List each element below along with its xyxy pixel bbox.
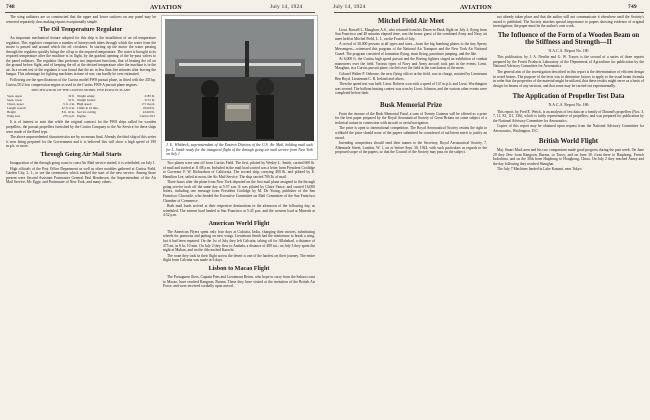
radiator-paragraph: The wing radiators are so constructed that the upper and lower surfaces on any panel may be removed separately, thus making repairs exceptionally simple. <box>6 15 156 24</box>
spec-table <box>6 95 156 118</box>
propeller-data-paragraph: This report, by Fred E. Weick, is an analysis of test data on a family of Durand's propellers (Nos. 3, 7, 11, 82, 111, 136), which is fairly representative of propellers, and was prepared for publication by the National Advisory Committee for Aeronautics. <box>493 109 644 123</box>
spec-table-heading: SPECIFICATION OF THE CURTISS MODEL PW8 PURSUIT PLANE <box>31 88 131 93</box>
british-flight-paragraph: Maj. Stuart MacLaren and his two companions made good progress during the past week. On June 29 they flew from Rangoon, Burma, to Tavoy, and on June 30, from there to Haiphong, French Indochina, and on the 30th from Haiphong to Hongkong, China. On July 2 they reached Amoy and the day following they reached Shanghai. <box>493 148 644 166</box>
right-header-rule <box>334 12 644 13</box>
left-page-date: July 14, 1924 <box>270 4 303 10</box>
air-mail-paragraph: Inauguration of the through going coast to coast Air Mail service started, it is scheduled, on July 1. <box>10 160 156 165</box>
mail-flight-paragraph: Two planes were sent off from Curtiss Field. The first, piloted by Wesley L. Smith, carried 600 lb. of mail and started at 11:08 a.m. Included in the mail load carried was a letter from President Coolidge to Governor F. W. Richardson of California. The second ship, carrying 400 lb. and piloted by E. Hamilton Lee, sailed at noon, the Air Mail Service. The ship carried 700 lb. of mail. <box>163 161 315 179</box>
air-mail-photo <box>165 19 314 141</box>
right-column-2 <box>493 15 644 417</box>
characteristics-paragraph: The above unprecedented characteristics are by no means final. Already the third ship of this series is now being prepared for the Government and it is believed this will show a high speed of 190 m.p.h. or more. <box>6 135 156 149</box>
table-row: Length overall 22 ft. 6 in. Climb in 10 min. 18,000 ft. <box>7 105 155 110</box>
propeller-note-paragraph: It is of interest to note that while the original contract for the PW8 ships called for wooden propellers, the pursuit propellers furnished by the Curtiss Company to the Air Service for these ships were made of the Reed type. <box>6 120 156 134</box>
lisbon-macao-paragraph: The Portuguese fliers, Captain Paes and Lieutenant Beires, who hope to carry from the Sahara coast to Macao, have reached Rangoon, Burma. These they have visited at the invitation of the British Air Force, and were received cordially upon arrival. <box>163 274 315 289</box>
wooden-beam-paragraph: This publication, by J. A. Newlin and G. W. Trayer, is the second of a series of three reports prepared by the Forest Products Laboratory of the Department of Agriculture for publication by the National Advisory Committee for Aeronautics. <box>493 55 644 69</box>
specifications-paragraph: Following are the specifications of the Curtiss model PW8 pursuit plane, as fitted with the 435 hp. Curtiss D12 low compression engine as used in the Curtiss PW8-A pursuit plane engines. <box>6 78 156 87</box>
mitchel-field-paragraph: Lieut. Russell L. Maughan, A.S., who returned from his Dawn-to-Dusk flight on July 2, flying from San Francisco and 48 minutes elapsed time, was the honor guest of the combined Army and Navy air meet held at Mitchel Field, L. I., on the Fourth of July. <box>335 27 487 41</box>
busk-prize-heading: Busk Memorial Prize <box>380 102 442 109</box>
air-mail-paragraph: High officials of the Post Office Department as well as other notables gathered at Curtiss Field, Garden City, L. I., to see the ceremonies which marked the start of the new service. Among those present were Second Assistant Postmaster General Paul Henderson, the Superintendent of the Air Mail Service, Mr. Egge, and Postmaster of New York, and many others. <box>6 166 156 185</box>
table-row: Chord, upper 5 ft. 2 in. High speed 171 m.p.h. <box>7 101 155 106</box>
right-page-number: 749 <box>628 4 637 10</box>
mitchel-field-paragraph: A crowd of 30,000 persons at all types and sizes—from the big bombing planes to the tiny Sperry Messengers—witnessed this program of the National Air Transport and the New York Air National Guard. The program consisted of formation flying, stunt flying, parachute jumping, and the like. <box>335 42 487 56</box>
british-world-flight-heading: British World Flight <box>538 138 599 146</box>
propeller-data-paragraph: Copies of this report may be obtained upon request from the National Advisory Committee for Aeronautics, Washington, D.C. <box>493 124 644 133</box>
mitchel-field-paragraph: Colonel Walter P. Ozborne, the new flying officer at the field, was in charge, assisted by Lieutenant Ben Boyd, Lieutenant C. R. Ireland and others. <box>335 72 487 81</box>
british-flight-paragraph: The July 7 Machines landed in Lake Kasumi, near Tokyo. <box>497 167 583 172</box>
american-world-flight-heading: American World Flight <box>208 220 270 227</box>
mail-flight-paragraph: Both mail loads arrived at their respective destinations in the afternoon of the following day, as scheduled. The eastern load landed at San Francisco at 5:45 p.m. and the western load at Mineola at 4:52 p.m. <box>163 204 315 218</box>
left-page-title: AVIATION <box>150 4 182 11</box>
wooden-beam-heading: The Influence of the Form of a Wooden Beam on the Stiffness and Strength—II <box>497 31 640 47</box>
busk-prize-paragraph: The prize is open to international competition. The Royal Aeronautical Society retains the right to withhold the prize should none of the papers submitted be considered of sufficient merit to justify an award. <box>335 126 487 140</box>
table-row: Wing area 279 sq.ft. Engine Curtiss D12 <box>7 113 155 118</box>
busk-continued-paragraph: not already taken place and that the author will not communicate it elsewhere until the Society's award is published. The Society attaches special importance to papers showing evidence of original investigation; the paper must be the author's own work. <box>493 15 644 29</box>
table-row: Height 8 ft. 10 in. Service ceiling 22,000 ft. <box>7 109 155 114</box>
lisbon-macao-heading: Lisbon to Macao Flight <box>208 265 270 272</box>
mitchel-field-heading: Mitchel Field Air Meet <box>377 18 445 25</box>
left-column-1 <box>6 15 156 417</box>
left-page-number: 748 <box>6 4 15 10</box>
table-row: Span, lower 32 ft. Weight loaded 3151 lb. <box>7 97 155 102</box>
american-flight-paragraph: The American Flyers spent only four days at Calcutta, India, changing their motors, substituting wheels for pontoons and putting on new wings. Lieutenant Smith had the misfortune to break a wing, but it had been repaired. On the 1st of July they left Calcutta, taking off for Allahabad, a distance of 475 mi. in 6 hr. 10 min. On July 2 they flew to Ambala, a distance of 480 mi.; on July 3 they spent the night at Multan, and on the 4th reached Karachi. <box>163 229 315 253</box>
wooden-beam-report-number: N.A.C.A. Report No. 180 <box>548 48 589 53</box>
right-column-1 <box>335 15 487 417</box>
wooden-beam-paragraph: The general aim of the investigation described in this report is the determination of efficient design in wood beams. The purpose of the tests was to determine factors to apply to the usual beam formula in order that the properties of the material might be utilized, that these results might serve as a basis of design for beams of any sections, and that some may be carried out experimentally. <box>493 70 644 88</box>
oil-regulator-paragraph: An important mechanical feature adopted for this ship is the installation of an oil temperature regulator. This regulator comprises a number of honeycomb tubes through which the water from the motor is passed and around which the oil circulates. In starting up the motor the water passing through the regulator quickly brings the oil up to the required temperature. The water is brought to its required temperature after the machine is in flight, by the gradual opening of the by-pass valves to the panel radiators. The regulator thus performs two important functions, that of heating the oil on the ground before flight, and of keeping the oil at the desired temperature after the machine is in the air. In a recent test of the regulator it was found that the air in less than five minutes after leaving the hangar. This advantage for fighting machines in time of war, can hardly be over estimated. <box>6 36 156 77</box>
mitchel-field-paragraph: Then the speed test was held. Lieut. Roberts won with a speed of 147 m.p.h. and Lieut. Worthington was second. The balloon busting contest was won by Lieut. Johnson, and the various other events were completed before dark. <box>335 82 487 96</box>
table-row: Span, upper 32 ft. Weight empty 2185 lb. <box>7 94 155 99</box>
left-header-rule <box>5 12 315 13</box>
right-page-title: AVIATION <box>460 4 492 11</box>
photo-illustration <box>165 19 314 141</box>
left-column-2 <box>163 161 315 417</box>
propeller-data-report-number: N.A.C.A. Report No. 186 <box>548 102 589 107</box>
busk-prize-paragraph: From the income of the Busk Memorial Fund, a sum of Twenty Guineas will be offered as a prize for the best paper prepared by the Royal Aeronautical Society of Great Britain on some subject of a technical nature in connection with aircraft or aerial navigation. <box>335 111 487 125</box>
air-mail-heading: Through Going Air Mail Starts <box>40 151 122 158</box>
oil-regulator-heading: The Oil Temperature Regulator <box>39 27 123 34</box>
mail-flight-paragraph: Three hours after the plane from New York departed on the first mail plane assigned to the through going service took off the same day at 5:57 a.m. It was piloted by Claire Vance, and carried 16,000 letters, including one message from President Coolidge by M. De Young, publisher of the San Francisco Chronicle, who headed the Executive Committee on Mail Committee of the San Francisco Chamber of Commerce. <box>163 180 315 203</box>
american-flight-paragraph: The route they took in their flight across the desert is one of the hardest on their journey. The entire flight from Calcutta was made in 6 days. <box>163 253 315 263</box>
right-page-date: July 14, 1924 <box>333 4 366 10</box>
propeller-data-heading: The Application of Propeller Test Data <box>512 93 625 101</box>
mitchel-field-paragraph: At 6,000 ft. the Curtiss high speed pursuit and the Boeing fighters staged an exhibition of combat maneuvers over the field. Various types of Navy and Army aircraft took part in the events. Lieut. Maughan, in a Curtiss pursuit plane, circled over the field at the conclusion of the meet. <box>335 57 487 71</box>
busk-prize-paragraph: Intending competitors should send their names to the Secretary, Royal Aeronautical Society, 7, Albemarle Street, London, W. 1, on or before Sept. 30, 1924, with such particulars as regards to the proposed scope of the papers, so that the Council of the Society may pass on the subject. <box>335 141 487 155</box>
photo-block <box>161 15 318 160</box>
photo-caption: J. E. Whitbeck, superintendent of the Eastern Division of the U.S. Air Mail, holding mail sack for L. Smith ready for the inaugural flight of the through going air mail service from New York on July 1 <box>166 143 313 157</box>
